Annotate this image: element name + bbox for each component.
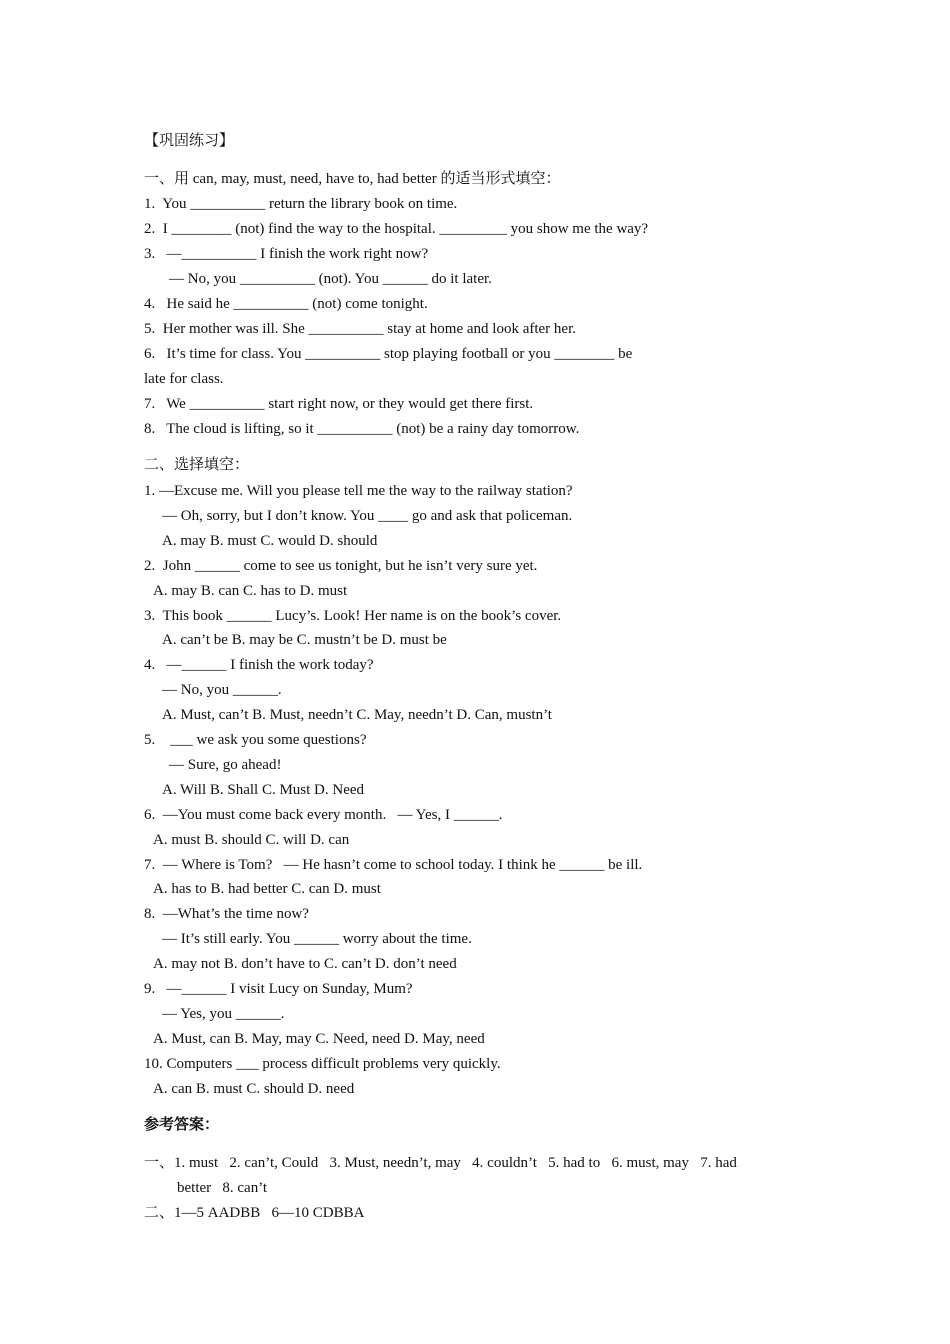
dialogue-line: — Sure, go ahead! xyxy=(169,757,282,773)
question-line: 7. — Where is Tom? — He hasn’t come to school today. I think he ______ be ill. xyxy=(144,857,643,873)
question-line: late for class. xyxy=(144,371,224,387)
answers-title: 参考答案： xyxy=(144,1117,220,1133)
question-line: 9. —______ I visit Lucy on Sunday, Mum? xyxy=(144,981,413,997)
question-line: 3. —__________ I finish the work right now? xyxy=(144,246,429,262)
question-line: 3. This book ______ Lucy’s. Look! Her name is on the book’s cover. xyxy=(144,608,562,624)
page-heading: 【巩固练习】 xyxy=(144,133,235,149)
options-line: A. Must, can B. May, may C. Need, need D. May, need xyxy=(153,1031,485,1047)
answers-line-1: 一、1. must 2. can’t, Could 3. Must, needn’t, may 4. couldn’t 5. had to 6. must, may 7. had xyxy=(144,1155,737,1171)
answers-line-2: 二、1—5 AADBB 6—10 CDBBA xyxy=(144,1205,365,1221)
question-line: 2. John ______ come to see us tonight, but he isn’t very sure yet. xyxy=(144,558,538,574)
options-line: A. can’t be B. may be C. mustn’t be D. must be xyxy=(162,632,447,648)
options-line: A. Will B. Shall C. Must D. Need xyxy=(162,782,365,798)
question-line: 2. I ________ (not) find the way to the hospital. _________ you show me the way? xyxy=(144,221,649,237)
question-line: 8. The cloud is lifting, so it __________ (not) be a rainy day tomorrow. xyxy=(144,421,580,437)
question-line: 1. —Excuse me. Will you please tell me the way to the railway station? xyxy=(144,483,573,499)
options-line: A. must B. should C. will D. can xyxy=(153,832,350,848)
options-line: A. may not B. don’t have to C. can’t D. don’t need xyxy=(153,956,457,972)
options-line: A. may B. must C. would D. should xyxy=(162,533,378,549)
dialogue-line: — No, you ______. xyxy=(162,682,282,698)
options-line: A. can B. must C. should D. need xyxy=(153,1081,355,1097)
dialogue-line: — Oh, sorry, but I don’t know. You ____ go and ask that policeman. xyxy=(162,508,573,524)
question-line: — No, you __________ (not). You ______ do it later. xyxy=(169,271,492,287)
options-line: A. may B. can C. has to D. must xyxy=(153,583,348,599)
section1-title: 一、用 can, may, must, need, have to, had better 的适当形式填空： xyxy=(144,171,561,187)
question-line: 5. ___ we ask you some questions? xyxy=(144,732,367,748)
question-line: 4. —______ I finish the work today? xyxy=(144,657,374,673)
question-line: 5. Her mother was ill. She __________ stay at home and look after her. xyxy=(144,321,576,337)
question-line: 8. —What’s the time now? xyxy=(144,906,309,922)
question-line: 4. He said he __________ (not) come tonight. xyxy=(144,296,428,312)
question-line: 6. —You must come back every month. — Yes, I ______. xyxy=(144,807,503,823)
section2-title: 二、选择填空： xyxy=(144,457,250,473)
dialogue-line: — It’s still early. You ______ worry about the time. xyxy=(162,931,472,947)
options-line: A. has to B. had better C. can D. must xyxy=(153,881,381,897)
question-line: 7. We __________ start right now, or they would get there first. xyxy=(144,396,534,412)
question-line: 6. It’s time for class. You __________ stop playing football or you ________ be xyxy=(144,346,633,362)
dialogue-line: — Yes, you ______. xyxy=(162,1006,285,1022)
question-line: 10. Computers ___ process difficult problems very quickly. xyxy=(144,1056,501,1072)
options-line: A. Must, can’t B. Must, needn’t C. May, needn’t D. Can, mustn’t xyxy=(162,707,552,723)
answers-line-1-cont: better 8. can’t xyxy=(177,1180,268,1196)
question-line: 1. You __________ return the library book on time. xyxy=(144,196,458,212)
